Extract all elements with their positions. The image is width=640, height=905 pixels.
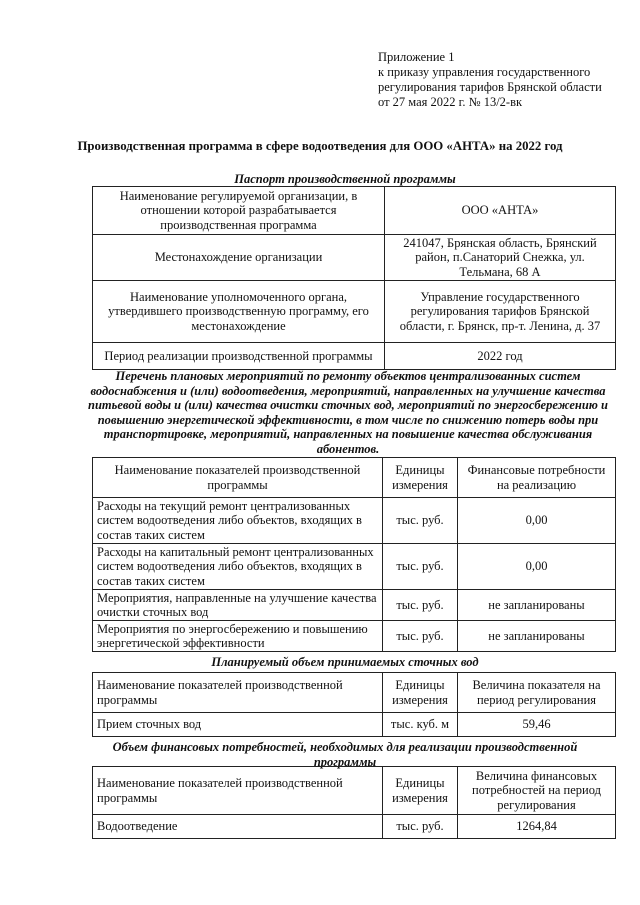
table-row	[93, 498, 616, 544]
table-row	[93, 713, 616, 737]
passport-table	[92, 186, 616, 370]
table-row	[93, 281, 616, 343]
passport-label: Наименование регулируемой организации, в отношении которой разрабатывается производственная программа	[93, 187, 385, 235]
table-header-row	[93, 458, 616, 498]
measure-unit: тыс. руб.	[383, 590, 458, 621]
table-row	[93, 621, 616, 652]
finance-value: 1264,84	[458, 815, 616, 839]
passport-value: Управление государственного регулирования тарифов Брянской области, г. Брянск, пр-т. Ленина, д. 37	[385, 281, 616, 343]
table-row	[93, 235, 616, 281]
finance-unit: тыс. руб.	[383, 815, 458, 839]
volume-name: Прием сточных вод	[93, 713, 383, 737]
column-header: Финансовые потребности на реализацию	[458, 458, 616, 498]
measure-name: Мероприятия по энергосбережению и повышению энергетической эффективности	[93, 621, 383, 652]
table-row	[93, 544, 616, 590]
table-header-row	[93, 673, 616, 713]
column-header: Единицы измерения	[383, 458, 458, 498]
column-header: Наименование показателей производственной программы	[93, 458, 383, 498]
measure-name: Мероприятия, направленные на улучшение качества очистки сточных вод	[93, 590, 383, 621]
table-header-row	[93, 767, 616, 815]
measure-unit: тыс. руб.	[383, 544, 458, 590]
column-header: Наименование показателей производственной программы	[93, 767, 383, 815]
volume-title: Планируемый объем принимаемых сточных вод	[211, 655, 479, 669]
column-header: Единицы измерения	[383, 673, 458, 713]
table-row	[93, 343, 616, 370]
passport-value: 241047, Брянская область, Брянский район, п.Санаторий Снежка, ул. Тельмана, 68 А	[385, 235, 616, 281]
passport-label: Период реализации производственной программы	[93, 343, 385, 370]
table-row	[93, 187, 616, 235]
volume-value: 59,46	[458, 713, 616, 737]
table-row	[93, 815, 616, 839]
passport-value: 2022 год	[385, 343, 616, 370]
column-header: Наименование показателей производственной программы	[93, 673, 383, 713]
column-header: Величина финансовых потребностей на период регулирования	[458, 767, 616, 815]
measure-unit: тыс. руб.	[383, 498, 458, 544]
document-title: Производственная программа в сфере водоотведения для ООО «АНТА» на 2022 год	[77, 139, 563, 153]
measure-value: не запланированы	[458, 621, 616, 652]
measure-unit: тыс. руб.	[383, 621, 458, 652]
passport-title: Паспорт производственной программы	[234, 172, 456, 186]
appendix-line-1: Приложение 1	[378, 50, 455, 64]
passport-label: Местонахождение организации	[93, 235, 385, 281]
finance-table	[92, 766, 616, 839]
volume-unit: тыс. куб. м	[383, 713, 458, 737]
passport-label: Наименование уполномоченного органа, утвердившего производственную программу, его местонахождение	[93, 281, 385, 343]
measures-title: Перечень плановых мероприятий по ремонту объектов централизованных систем водоснабжения и (или) водоотведения, мероприятий, направленных на улучшение качества питьевой воды и (или) качества очистки сточных вод, мероприятий по энергосбережению и повышению энергетической эффективности, в том числе по снижению потерь воды при транспортировке, мероприятий, направленных на повышение качества обслуживания абонентов.	[88, 369, 608, 456]
measure-name: Расходы на капитальный ремонт централизованных систем водоотведения либо объектов, входящих в состав таких систем	[93, 544, 383, 590]
column-header: Единицы измерения	[383, 767, 458, 815]
column-header: Величина показателя на период регулирования	[458, 673, 616, 713]
volume-table	[92, 672, 616, 737]
measure-value: 0,00	[458, 498, 616, 544]
appendix-line-4: от 27 мая 2022 г. № 13/2-вк	[378, 95, 523, 109]
measure-name: Расходы на текущий ремонт централизованных систем водоотведения либо объектов, входящих в состав таких систем	[93, 498, 383, 544]
passport-value: ООО «АНТА»	[385, 187, 616, 235]
finance-title: Объем финансовых потребностей, необходимых для реализации производственной программы	[112, 740, 578, 769]
appendix-block	[378, 50, 628, 110]
measure-value: не запланированы	[458, 590, 616, 621]
appendix-line-2: к приказу управления государственного	[378, 65, 591, 79]
finance-name: Водоотведение	[93, 815, 383, 839]
table-row	[93, 590, 616, 621]
measures-table	[92, 457, 616, 652]
appendix-line-3: регулирования тарифов Брянской области	[378, 80, 602, 94]
measure-value: 0,00	[458, 544, 616, 590]
